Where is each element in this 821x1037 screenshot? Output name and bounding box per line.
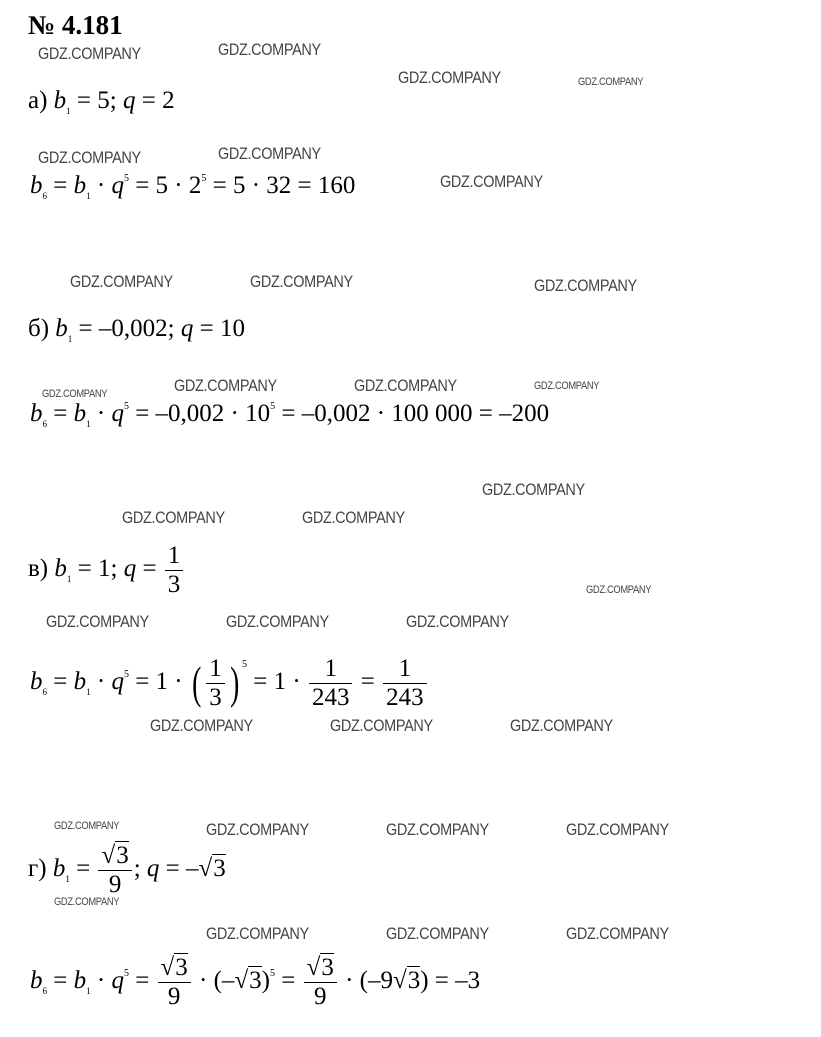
part-v-label: в) — [28, 555, 49, 583]
watermark: GDZ.COMPANY — [302, 508, 405, 527]
watermark: GDZ.COMPANY — [386, 820, 489, 839]
watermark: GDZ.COMPANY — [534, 380, 600, 392]
watermark: GDZ.COMPANY — [386, 924, 489, 943]
part-a-label: а) — [28, 87, 48, 114]
b1-fraction: $\frac{√3}{9}$ — [98, 842, 131, 899]
watermark: GDZ.COMPANY — [330, 716, 433, 735]
part-b-solution: $b_6 = b_1 \cdot q^5 = -0,002 \cdot 10^5 = -0,002 \cdot 100$ 000 = –200 — [30, 400, 550, 429]
part-b-label: б) — [28, 315, 50, 342]
exercise-number: № 4.181 — [28, 10, 123, 40]
g-fraction-2: $\frac{√3}{9}$ — [304, 954, 337, 1011]
watermark: GDZ.COMPANY — [586, 584, 652, 596]
part-g-given: г) $b_1$ = $\frac{√3}{9}$ ; q = –√3 — [28, 842, 226, 898]
part-g-solution: $b_6 = b_1 \cdot q^5$ = $\frac{√3}{9}$ · $(-√3)^5$ = $\frac{√3}{9}$ · (–9√3) = –3 — [30, 954, 481, 1010]
watermark: GDZ.COMPANY — [218, 40, 321, 59]
watermark: GDZ.COMPANY — [54, 820, 120, 832]
watermark: GDZ.COMPANY — [54, 896, 120, 908]
part-a-given: а) $b_1 = 5$; q = 2 — [28, 87, 175, 116]
watermark: GDZ.COMPANY — [206, 820, 309, 839]
watermark: GDZ.COMPANY — [510, 716, 613, 735]
watermark: GDZ.COMPANY — [250, 272, 353, 291]
part-a-solution: $b_6 = b_1 \cdot q^5 = 5 \cdot 2^5 = 5 \cdot 32 = 160$ — [30, 172, 356, 201]
watermark: GDZ.COMPANY — [406, 612, 509, 631]
watermark: GDZ.COMPANY — [46, 612, 149, 631]
watermark: GDZ.COMPANY — [38, 44, 141, 63]
part-v-given: в) $b_1 = 1$; q = $\frac{1}{3}$ — [28, 542, 185, 599]
watermark: GDZ.COMPANY — [70, 272, 173, 291]
watermark: GDZ.COMPANY — [440, 172, 543, 191]
watermark: GDZ.COMPANY — [226, 612, 329, 631]
part-b-given: б) $b_1 = -0,002$; q = 10 — [28, 315, 245, 344]
watermark: GDZ.COMPANY — [398, 68, 501, 87]
watermark: GDZ.COMPANY — [578, 76, 644, 88]
watermark: GDZ.COMPANY — [42, 388, 108, 400]
result-fraction-2: $\frac{1}{243}$ — [383, 655, 427, 712]
watermark: GDZ.COMPANY — [38, 148, 141, 167]
sqrt-sign: √3 — [101, 842, 129, 869]
watermark: GDZ.COMPANY — [150, 716, 253, 735]
q-fraction: $\frac{1}{3}$ — [165, 542, 184, 599]
watermark: GDZ.COMPANY — [534, 276, 637, 295]
watermark: GDZ.COMPANY — [566, 820, 669, 839]
watermark: GDZ.COMPANY — [354, 376, 457, 395]
part-g-label: г) — [28, 855, 47, 883]
inner-fraction: $\frac{1}{3}$ — [206, 655, 225, 712]
g-fraction-1: $\frac{√3}{9}$ — [158, 954, 191, 1011]
result-fraction-1: $\frac{1}{243}$ — [309, 655, 353, 712]
watermark: GDZ.COMPANY — [566, 924, 669, 943]
watermark: GDZ.COMPANY — [218, 144, 321, 163]
watermark: GDZ.COMPANY — [206, 924, 309, 943]
part-v-solution: $b_6 = b_1 \cdot q^5 = 1$ · ( $\frac{1}{3}$ ) $^5$ = 1 · $\frac{1}{243}$ = $\frac{1}{243}$ — [30, 650, 429, 712]
watermark: GDZ.COMPANY — [482, 480, 585, 499]
watermark: GDZ.COMPANY — [122, 508, 225, 527]
sqrt-sign: √3 — [198, 855, 226, 883]
watermark: GDZ.COMPANY — [174, 376, 277, 395]
